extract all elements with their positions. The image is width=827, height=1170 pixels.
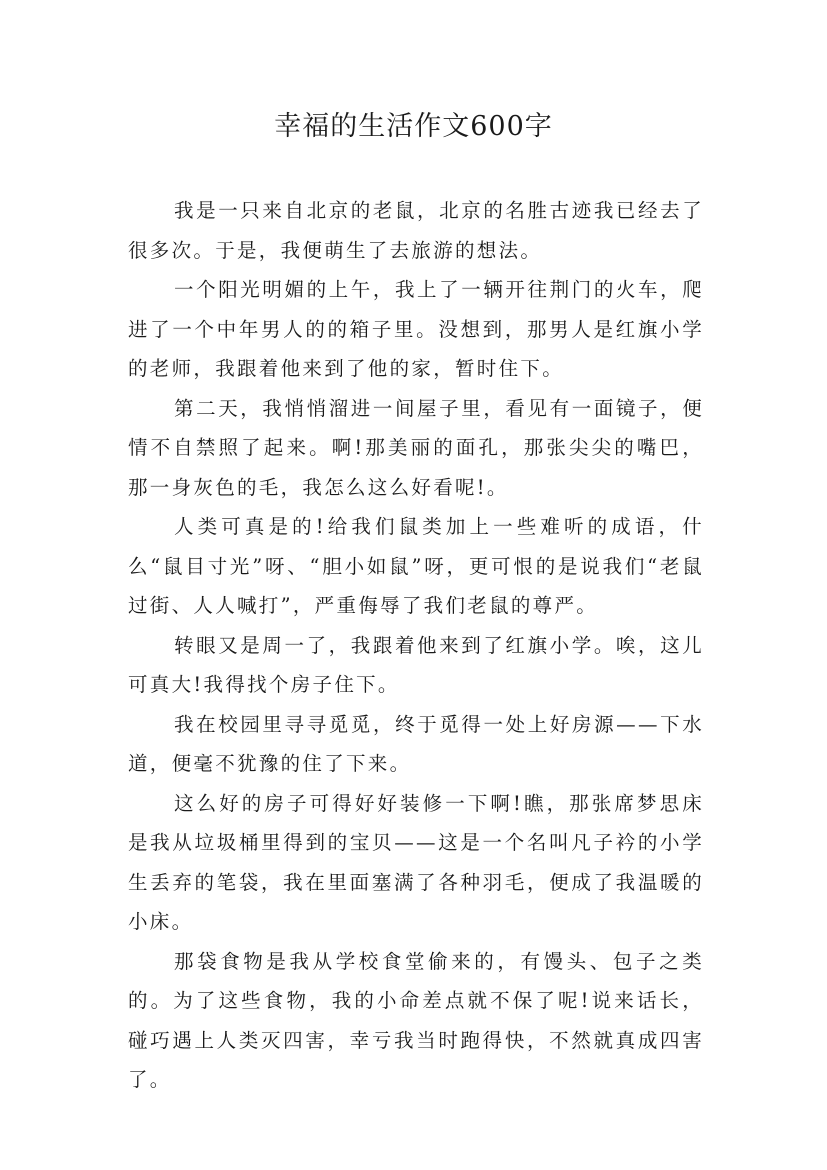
paragraph-5: 转眼又是周一了，我跟着他来到了红旗小学。唉，这儿可真大!我得找个房子住下。 [128, 633, 704, 696]
document-title: 幸福的生活作文600字 [274, 111, 553, 142]
paragraph-3: 第二天，我悄悄溜进一间屋子里，看见有一面镜子，便情不自禁照了起来。啊!那美丽的面孔，那张尖尖的嘴巴，那一身灰色的毛，我怎么这么好看呢!。 [128, 396, 704, 499]
paragraph-2: 一个阳光明媚的上午，我上了一辆开往荆门的火车，爬进了一个中年男人的的箱子里。没想到，那男人是红旗小学的老师，我跟着他来到了他的家，暂时住下。 [128, 278, 704, 380]
paragraph-6: 我在校园里寻寻觅觅，终于觅得一处上好房源——下水道，便毫不犹豫的住了下来。 [128, 712, 704, 775]
essay-body [128, 191, 704, 1100]
paragraph-1: 我是一只来自北京的老鼠，北京的名胜古迹我已经去了很多次。于是，我便萌生了去旅游的想法。 [128, 199, 704, 262]
paragraph-7: 这么好的房子可得好好装修一下啊!瞧，那张席梦思床是我从垃圾桶里得到的宝贝——这是一个名叫凡子衿的小学生丢弃的笔袋，我在里面塞满了各种羽毛，便成了我温暖的小床。 [128, 791, 704, 933]
paragraph-4: 人类可真是的!给我们鼠类加上一些难听的成语，什么“鼠目寸光”呀、“胆小如鼠”呀，更可恨的是说我们“老鼠过街、人人喊打”，严重侮辱了我们老鼠的尊严。 [128, 515, 704, 617]
paragraph-8: 那袋食物是我从学校食堂偷来的，有馒头、包子之类的。为了这些食物，我的小命差点就不保了呢!说来话长，碰巧遇上人类灭四害，幸亏我当时跑得快，不然就真成四害了。 [128, 949, 704, 1091]
